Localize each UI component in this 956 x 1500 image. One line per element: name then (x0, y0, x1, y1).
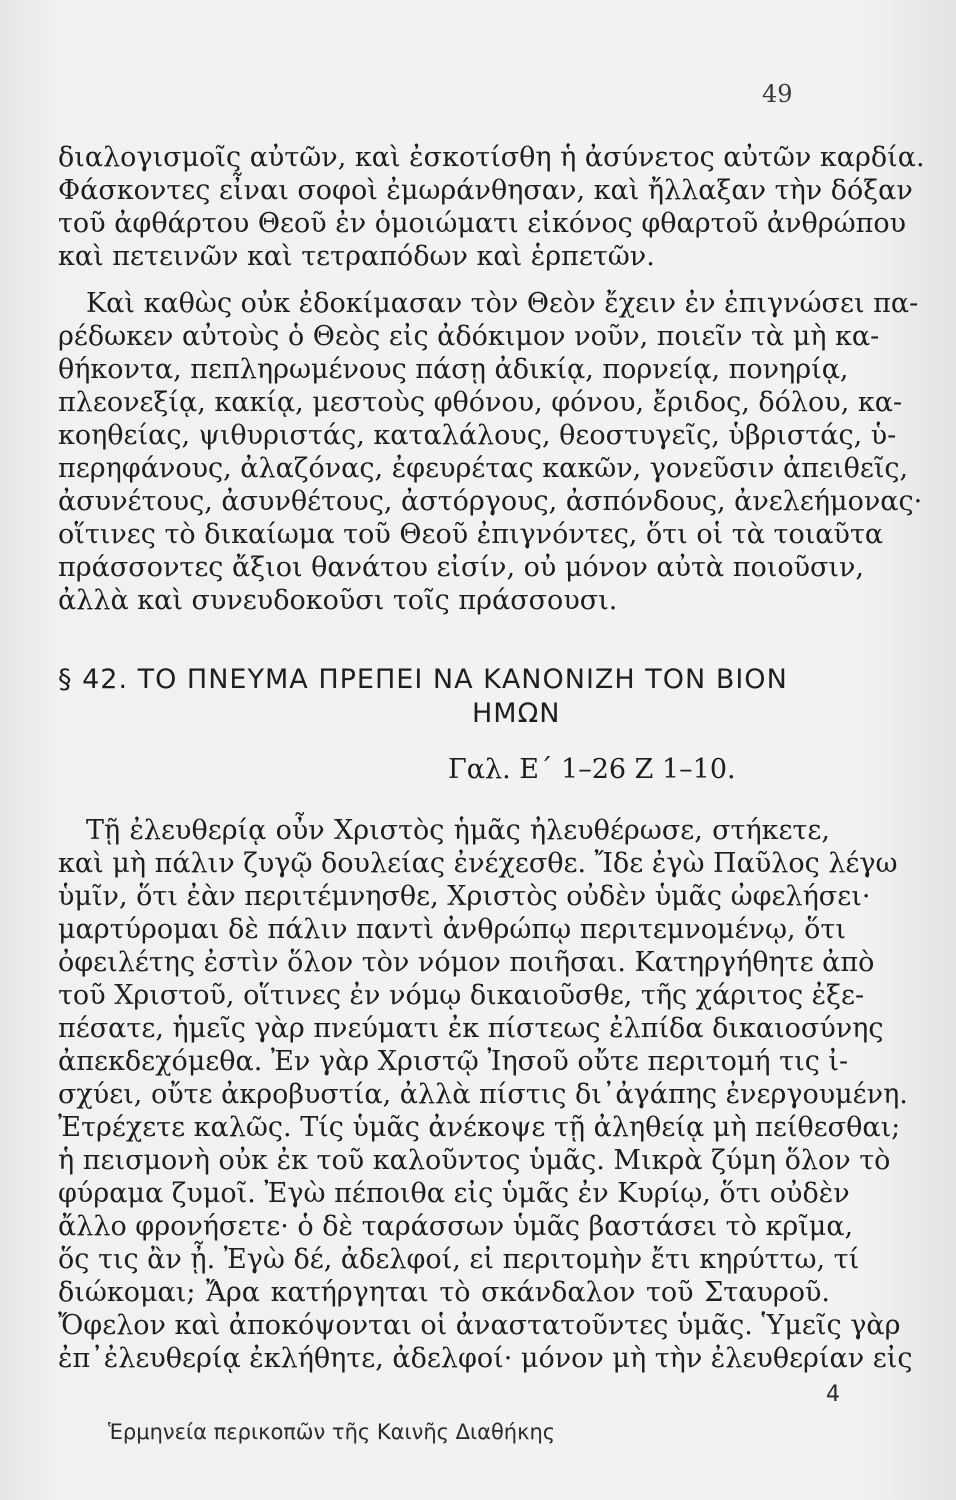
text-line: Φάσκοντες εἶναι σοφοὶ ἐμωράνθησαν, καὶ ἤλλαξαν τὴν δόξαν (58, 175, 913, 206)
text-line: Καὶ καθὼς οὐκ ἐδοκίμασαν τὸν Θεὸν ἔχειν ἐν ἐπιγνώσει πα- (86, 288, 919, 319)
text-line: διώκομαι; Ἄρα κατήργηται τὸ σκάνδαλον τοῦ Σταυροῦ. (58, 1277, 830, 1308)
text-line: ἀλλὰ καὶ συνευδοκοῦσι τοῖς πράσσουσι. (58, 585, 618, 616)
text-line: ὑμῖν, ὅτι ἐὰν περιτέμνησθε, Χριστὸς οὐδὲν ὑμᾶς ὠφελήσει· (58, 881, 871, 912)
text-line: πέσατε, ἡμεῖς γὰρ πνεύματι ἐκ πίστεως ἐλπίδα δικαιοσύνης (58, 1013, 884, 1044)
text-line: ἀσυνέτους, ἀσυνθέτους, ἀστόργους, ἀσπόνδους, ἀνελεήμονας· (58, 486, 923, 517)
text-line: φύραμα ζυμοῖ. Ἐγὼ πέποιθα εἰς ὑμᾶς ἐν Κυρίῳ, ὅτι οὐδὲν (58, 1178, 850, 1209)
paragraph-romans-quote (58, 287, 923, 617)
text-line: ἄλλο φρονήσετε· ὁ δὲ ταράσσων ὑμᾶς βαστάσει τὸ κρῖμα, (58, 1211, 854, 1242)
text-line: κοηθείας, ψιθυριστάς, καταλάλους, θεοστυγεῖς, ὑβριστάς, ὑ- (58, 420, 897, 451)
section-heading-line-1: § 42. ΤΟ ΠΝΕΥΜΑ ΠΡΕΠΕΙ ΝΑ ΚΑΝΟΝΙΖΗ ΤΟΝ ΒΙΟΝ (58, 664, 788, 695)
text-line: θήκοντα, πεπληρωμένους πάσῃ ἀδικίᾳ, πορνείᾳ, πονηρίᾳ, (58, 354, 849, 385)
signature-mark: 4 (826, 1382, 840, 1407)
text-line: ἐπ᾽ἐλευθερίᾳ ἐκλήθητε, ἀδελφοί· μόνον μὴ τὴν ἐλευθερίαν εἰς (58, 1343, 913, 1374)
text-line: καὶ πετεινῶν καὶ τετραπόδων καὶ ἑρπετῶν. (58, 241, 655, 272)
paragraph-galatians-text (58, 814, 913, 1375)
text-line: ὀφειλέτης ἐστὶν ὅλον τὸν νόμον ποιῆσαι. Κατηργήθητε ἀπὸ (58, 947, 875, 978)
text-line: Ἐτρέχετε καλῶς. Τίς ὑμᾶς ἀνέκοψε τῇ ἀληθείᾳ μὴ πείθεσθαι; (58, 1112, 901, 1143)
text-line: Τῇ ἐλευθερίᾳ οὖν Χριστὸς ἡμᾶς ἠλευθέρωσε, στήκετε, (86, 815, 830, 846)
text-line: σχύει, οὔτε ἀκροβυστία, ἀλλὰ πίστις δι᾽ἀγάπης ἐνεργουμένη. (58, 1079, 908, 1110)
scripture-reference: Γαλ. Ε΄ 1–26 Ζ 1–10. (448, 754, 736, 785)
text-line: διαλογισμοῖς αὐτῶν, καὶ ἐσκοτίσθη ἡ ἀσύνετος αὐτῶν καρδία. (58, 142, 925, 173)
text-line: ρέδωκεν αὐτοὺς ὁ Θεὸς εἰς ἀδόκιμον νοῦν, ποιεῖν τὰ μὴ κα- (58, 321, 880, 352)
paragraph-continuation (58, 141, 925, 273)
text-line: ἀπεκδεχόμεθα. Ἐν γὰρ Χριστῷ Ἰησοῦ οὔτε περιτομή τις ἰ- (58, 1046, 849, 1077)
text-line: καὶ μὴ πάλιν ζυγῷ δουλείας ἐνέχεσθε. Ἴδε ἐγὼ Παῦλος λέγω (58, 848, 898, 879)
text-line: ἡ πεισμονὴ οὐκ ἐκ τοῦ καλοῦντος ὑμᾶς. Μικρὰ ζύμη ὅλον τὸ (58, 1145, 891, 1176)
section-heading (58, 664, 838, 732)
page-number: 49 (762, 80, 793, 108)
footer-book-title: Ἑρμηνεία περικοπῶν τῆς Καινῆς Διαθήκης (108, 1420, 556, 1444)
text-line: οἵτινες τὸ δικαίωμα τοῦ Θεοῦ ἐπιγνόντες, ὅτι οἱ τὰ τοιαῦτα (58, 519, 884, 550)
text-line: Ὄφελον καὶ ἀποκόψονται οἱ ἀναστατοῦντες ὑμᾶς. Ὑμεῖς γὰρ (58, 1310, 901, 1341)
text-line: τοῦ ἀφθάρτου Θεοῦ ἐν ὁμοιώματι εἰκόνος φθαρτοῦ ἀνθρώπου (58, 208, 907, 239)
text-line: πλεονεξίᾳ, κακίᾳ, μεστοὺς φθόνου, φόνου, ἔριδος, δόλου, κα- (58, 387, 903, 418)
text-line: περηφάνους, ἀλαζόνας, ἐφευρέτας κακῶν, γονεῦσιν ἀπειθεῖς, (58, 453, 909, 484)
text-line: μαρτύρομαι δὲ πάλιν παντὶ ἀνθρώπῳ περιτεμνομένῳ, ὅτι (58, 914, 846, 945)
section-heading-line-2: ΗΜΩΝ (472, 698, 561, 729)
text-line: τοῦ Χριστοῦ, οἵτινες ἐν νόμῳ δικαιοῦσθε, τῆς χάριτος ἐξε- (58, 980, 865, 1011)
text-line: πράσσοντες ἄξιοι θανάτου εἰσίν, οὐ μόνον αὐτὰ ποιοῦσιν, (58, 552, 865, 583)
text-line: ὅς τις ἂν ᾖ. Ἐγὼ δέ, ἀδελφοί, εἰ περιτομὴν ἔτι κηρύττω, τί (58, 1244, 860, 1275)
